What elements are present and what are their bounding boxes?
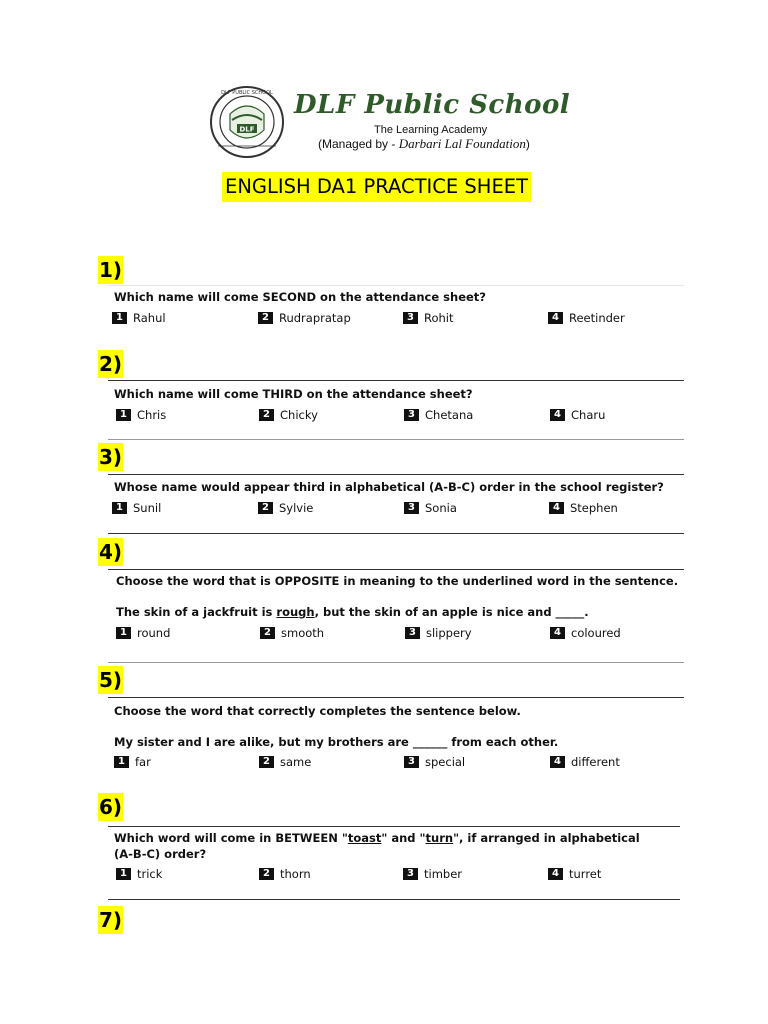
q5-option-3: 3 special <box>404 755 465 769</box>
question-number-7: 7) <box>99 908 123 932</box>
q6-option-4: 4 turret <box>548 867 601 881</box>
question-divider <box>108 474 684 475</box>
q6-option-2: 2 thorn <box>259 867 311 881</box>
q1-option-3: 3 Rohit <box>403 311 454 325</box>
q1-option-2: 2 Rudrapratap <box>258 311 351 325</box>
question-divider <box>108 697 684 698</box>
q2-option-2: 2 Chicky <box>259 408 318 422</box>
q1-option-1: 1 Rahul <box>112 311 166 325</box>
q3-option-2: 2 Sylvie <box>258 501 313 515</box>
question-number-5: 5) <box>99 668 123 692</box>
question-number-1: 1) <box>99 258 123 282</box>
managed-by-line <box>318 136 530 152</box>
q4-option-2: 2 smooth <box>260 626 324 640</box>
school-crest-logo <box>208 84 286 160</box>
question-number-3: 3) <box>99 445 123 469</box>
question-number-2: 2) <box>99 352 123 376</box>
q5-option-2: 2 same <box>259 755 311 769</box>
q1-option-4: 4 Reetinder <box>548 311 625 325</box>
question-5-text: Choose the word that correctly completes the sentence below. <box>114 704 521 718</box>
underlined-word: rough <box>276 605 315 619</box>
underlined-word-turn: turn <box>425 831 454 845</box>
logo-monogram: DLF <box>239 125 255 134</box>
question-3-text: Whose name would appear third in alphabetical (A-B-C) order in the school register? <box>114 480 664 494</box>
question-divider <box>108 826 680 827</box>
school-name: DLF Public School <box>294 90 571 120</box>
q6-option-1: 1 trick <box>116 867 162 881</box>
q3-option-3: 3 Sonia <box>404 501 457 515</box>
question-divider <box>108 439 684 440</box>
question-6-text: Which word will come in BETWEEN "toast" and "turn", if arranged in alphabetical <box>114 831 640 845</box>
managed-suffix: ) <box>525 137 530 151</box>
question-divider <box>108 533 684 534</box>
question-divider <box>108 380 684 381</box>
q6-option-3: 3 timber <box>403 867 462 881</box>
question-number-4: 4) <box>99 540 123 564</box>
question-divider <box>108 569 684 570</box>
q2-option-3: 3 Chetana <box>404 408 473 422</box>
underlined-word-toast: toast <box>347 831 382 845</box>
worksheet-title: ENGLISH DA1 PRACTICE SHEET <box>222 172 531 202</box>
q3-option-4: 4 Stephen <box>549 501 618 515</box>
q5-option-1: 1 far <box>114 755 151 769</box>
q2-option-4: 4 Charu <box>550 408 605 422</box>
question-divider <box>108 899 680 900</box>
q5-option-4: 4 different <box>550 755 620 769</box>
question-number-6: 6) <box>99 795 123 819</box>
question-2-text: Which name will come THIRD on the attendance sheet? <box>114 387 473 401</box>
logo-ring-text: DLF PUBLIC SCHOOL <box>221 90 273 96</box>
question-5-sentence: My sister and I are alike, but my brothers are ______ from each other. <box>114 735 559 749</box>
q3-option-1: 1 Sunil <box>112 501 161 515</box>
school-tagline: The Learning Academy <box>374 124 488 136</box>
question-1-text: Which name will come SECOND on the attendance sheet? <box>114 290 486 304</box>
school-header <box>208 84 578 160</box>
foundation-name: Darbari Lal Foundation <box>398 136 526 151</box>
q4-option-3: 3 slippery <box>405 626 472 640</box>
question-6-text-line2: (A-B-C) order? <box>114 847 207 861</box>
question-divider <box>108 662 684 663</box>
managed-prefix: (Managed by - <box>318 137 399 151</box>
q4-option-4: 4 coloured <box>550 626 621 640</box>
q4-option-1: 1 round <box>116 626 170 640</box>
question-4-text: Choose the word that is OPPOSITE in meaning to the underlined word in the sentence. <box>116 574 679 588</box>
question-divider <box>108 285 684 286</box>
question-4-sentence: The skin of a jackfruit is rough, but the skin of an apple is nice and _____. <box>116 605 589 619</box>
q2-option-1: 1 Chris <box>116 408 166 422</box>
